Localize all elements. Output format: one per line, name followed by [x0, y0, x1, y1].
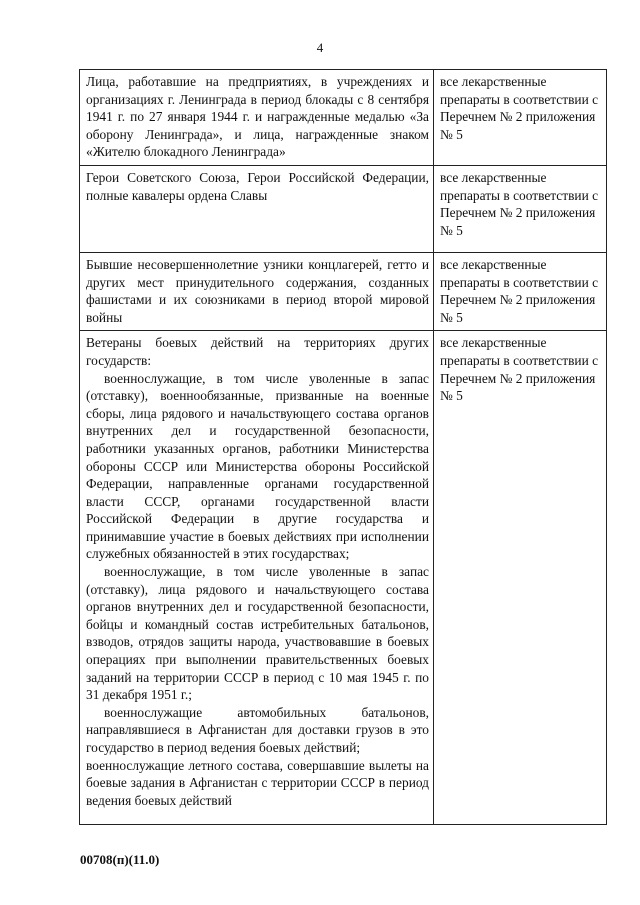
category-item: военнослужащие, в том числе уволенные в запас (отставку), военнообязанные, призванные на военные сборы, лица рядового и начальствующего состава органов внутренних дел и государственной безопасности, работники указанных органов, работники Министерства обороны СССР или Министерства обороны Российской Федерации, направленные органами государственной власти СССР, органами государственной власти Российской Федерации в другие государства и принимавшие участие в боевых действиях при исполнении служебных обязанностей в этих государствах; — [86, 370, 429, 562]
category-item: военнослужащие летного состава, совершавшие вылеты на боевые задания в Афганистан с территории СССР в период ведения боевых действий — [86, 757, 429, 808]
table-row — [80, 70, 607, 166]
page-number: 4 — [316, 40, 324, 55]
category-cell: Бывшие несовершеннолетние узники концлагерей, гетто и других мест принудительного содержания, созданных фашистами и их союзниками в период второй мировой войны — [80, 252, 434, 330]
benefit-cell: все лекарственные препараты в соответствии с Перечнем № 2 приложения № 5 — [434, 70, 607, 166]
category-item: военнослужащие автомобильных батальонов, направлявшиеся в Афганистан для доставки грузов в это государство в период ведения боевых действий; — [86, 704, 429, 755]
table-row — [80, 165, 607, 252]
benefit-cell: все лекарственные препараты в соответствии с Перечнем № 2 приложения № 5 — [434, 331, 607, 825]
benefit-cell: все лекарственные препараты в соответствии с Перечнем № 2 приложения № 5 — [434, 165, 607, 252]
category-item: военнослужащие, в том числе уволенные в запас (отставку), лица рядового и начальствующего состава органов внутренних дел и государственной безопасности, бойцы и командный состав истребительных батальонов, взводов, отрядов защиты народа, участвовавшие в боевых операциях при выполнении правительственных боевых заданий на территории СССР в период с 10 мая 1945 г. по 31 декабря 1951 г.; — [86, 564, 429, 703]
benefit-cell: все лекарственные препараты в соответствии с Перечнем № 2 приложения № 5 — [434, 252, 607, 330]
category-cell — [80, 331, 434, 825]
table-row — [80, 252, 607, 330]
category-intro: Ветераны боевых действий на территориях других государств: — [86, 335, 429, 368]
table-row — [80, 331, 607, 825]
document-code: 00708(п)(11.0) — [80, 852, 160, 867]
category-cell: Лица, работавшие на предприятиях, в учреждениях и организациях г. Ленинграда в период блокады с 8 сентября 1941 г. по 27 января 1944 г. и награжденные медалью «За оборону Ленинграда», и лица, награжденные знаком «Жителю блокадного Ленинграда» — [80, 70, 434, 166]
category-cell: Герои Советского Союза, Герои Российской Федерации, полные кавалеры ордена Славы — [80, 165, 434, 252]
benefits-table — [79, 69, 607, 825]
